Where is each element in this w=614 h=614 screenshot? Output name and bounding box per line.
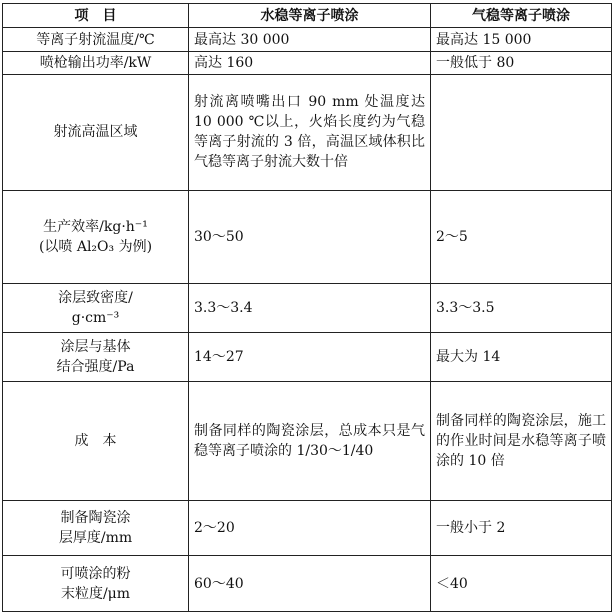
table-row xyxy=(3,556,612,612)
row-water-value: 60～40 xyxy=(189,556,431,612)
row-item: 喷枪输出功率/kW xyxy=(3,51,189,74)
header-gas-stabilized: 气稳等离子喷涂 xyxy=(431,4,612,28)
table-row xyxy=(3,28,612,51)
table-row xyxy=(3,75,612,191)
row-item: 制备陶瓷涂 层厚度/mm xyxy=(3,501,189,556)
row-gas-value xyxy=(431,75,612,191)
header-item: 项 目 xyxy=(3,4,189,28)
table-row xyxy=(3,381,612,501)
table-row xyxy=(3,284,612,333)
row-item: 涂层与基体 结合强度/Pa xyxy=(3,332,189,381)
row-gas-value: 一般低于 80 xyxy=(431,51,612,74)
row-item: 可喷涂的粉 末粒度/μm xyxy=(3,556,189,612)
row-water-value: 2～20 xyxy=(189,501,431,556)
table-row xyxy=(3,501,612,556)
header-water-stabilized: 水稳等离子喷涂 xyxy=(189,4,431,28)
table-row xyxy=(3,51,612,74)
row-item: 涂层致密度/ g·cm⁻³ xyxy=(3,284,189,333)
row-item: 等离子射流温度/℃ xyxy=(3,28,189,51)
table-header-row xyxy=(3,4,612,28)
row-water-value: 制备同样的陶瓷涂层，总成本只是气稳等离子喷涂的 1/30～1/40 xyxy=(189,381,431,501)
row-gas-value: ＜40 xyxy=(431,556,612,612)
row-water-value: 高达 160 xyxy=(189,51,431,74)
row-water-value: 3.3～3.4 xyxy=(189,284,431,333)
row-gas-value: 3.3～3.5 xyxy=(431,284,612,333)
row-water-value: 最高达 30 000 xyxy=(189,28,431,51)
row-gas-value: 2～5 xyxy=(431,190,612,283)
row-item: 成 本 xyxy=(3,381,189,501)
row-water-value: 14～27 xyxy=(189,332,431,381)
row-gas-value: 最大为 14 xyxy=(431,332,612,381)
comparison-table xyxy=(2,3,612,612)
row-item: 生产效率/kg·h⁻¹ (以喷 Al₂O₃ 为例) xyxy=(3,190,189,283)
table-row xyxy=(3,190,612,283)
row-item: 射流高温区域 xyxy=(3,75,189,191)
row-gas-value: 最高达 15 000 xyxy=(431,28,612,51)
row-gas-value: 制备同样的陶瓷涂层，施工的作业时间是水稳等离子喷涂的 10 倍 xyxy=(431,381,612,501)
row-water-value: 射流离喷嘴出口 90 mm 处温度达 10 000 ℃以上，火焰长度约为气稳等离子射流的 3 倍，高温区域体积比气稳等离子射流大数十倍 xyxy=(189,75,431,191)
table-row xyxy=(3,332,612,381)
row-gas-value: 一般小于 2 xyxy=(431,501,612,556)
row-water-value: 30～50 xyxy=(189,190,431,283)
